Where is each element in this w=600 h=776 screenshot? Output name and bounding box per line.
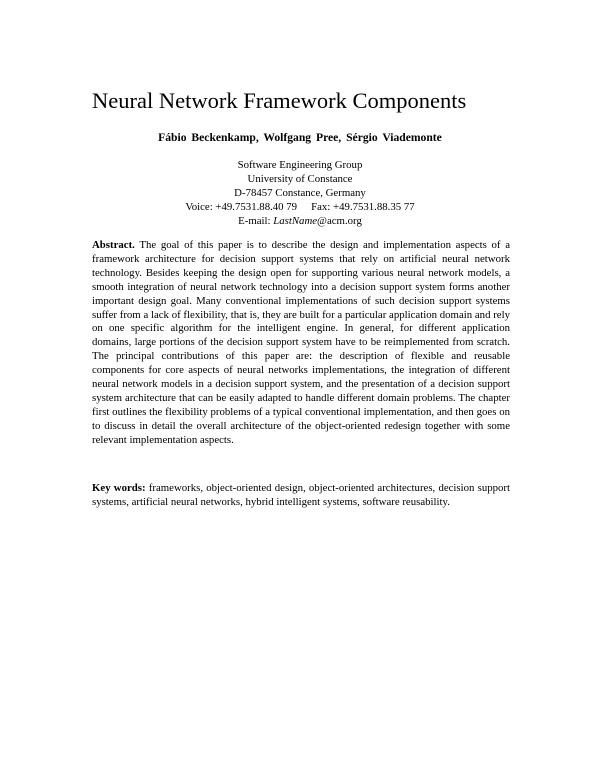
keywords-section — [92, 482, 510, 510]
affiliation-address: D-78457 Constance, Germany — [234, 186, 366, 199]
affiliation-group: Software Engineering Group — [237, 159, 363, 171]
keywords-text: frameworks, object-oriented design, object-oriented architectures, decision support systems, artificial neural networks, hybrid intelligent systems, software reusability. — [92, 482, 511, 508]
affiliation-university: University of Constance — [247, 172, 353, 185]
affiliation-email-line — [0, 215, 600, 229]
affiliation-block — [0, 159, 600, 229]
paper-authors: Fábio Beckenkamp, Wolfgang Pree, Sérgio Viademonte — [158, 131, 442, 144]
email-domain: @acm.org — [317, 214, 362, 227]
email-name: LastName — [273, 214, 318, 227]
affiliation-phone-line — [0, 201, 600, 215]
paper-title: Neural Network Framework Components — [92, 88, 467, 113]
abstract-text: The goal of this paper is to describe the design and implementation aspects of a framework architecture for decision support systems that rely on artificial neural network technology. Besides keeping the design open for supporting various neural network models, a smooth integration of neural network technology into a decision support system forms another important design goal. Many conventional implementations of such decision support systems suffer from a lack of flexibility, that is, they are built for a particular application domain and rely on one specific algorithm for the intelligent engine. In general, for different application domains, large portions of the decision support system have to be reimplemented from scratch. The principal contributions of this paper are: the description of flexible and reusable components for core aspects of neural networks implementations, the integration of different neural network models in a decision support system, and the presentation of a decision support system architecture that can be easily adapted to handle different domain problems. The chapter first outlines the flexibility problems of a typical conventional implementation, and then goes on to discuss in detail the overall architecture of the object-oriented redesign together with some relevant implementation aspects. — [92, 239, 510, 446]
affiliation-fax: Fax: +49.7531.88.35 77 — [311, 200, 415, 213]
email-prefix: E-mail: — [238, 214, 274, 227]
keywords-label: Key words: — [92, 482, 146, 494]
abstract-section — [92, 239, 510, 448]
affiliation-voice: Voice: +49.7531.88.40 79 — [185, 200, 298, 213]
abstract-label: Abstract. — [92, 239, 135, 251]
